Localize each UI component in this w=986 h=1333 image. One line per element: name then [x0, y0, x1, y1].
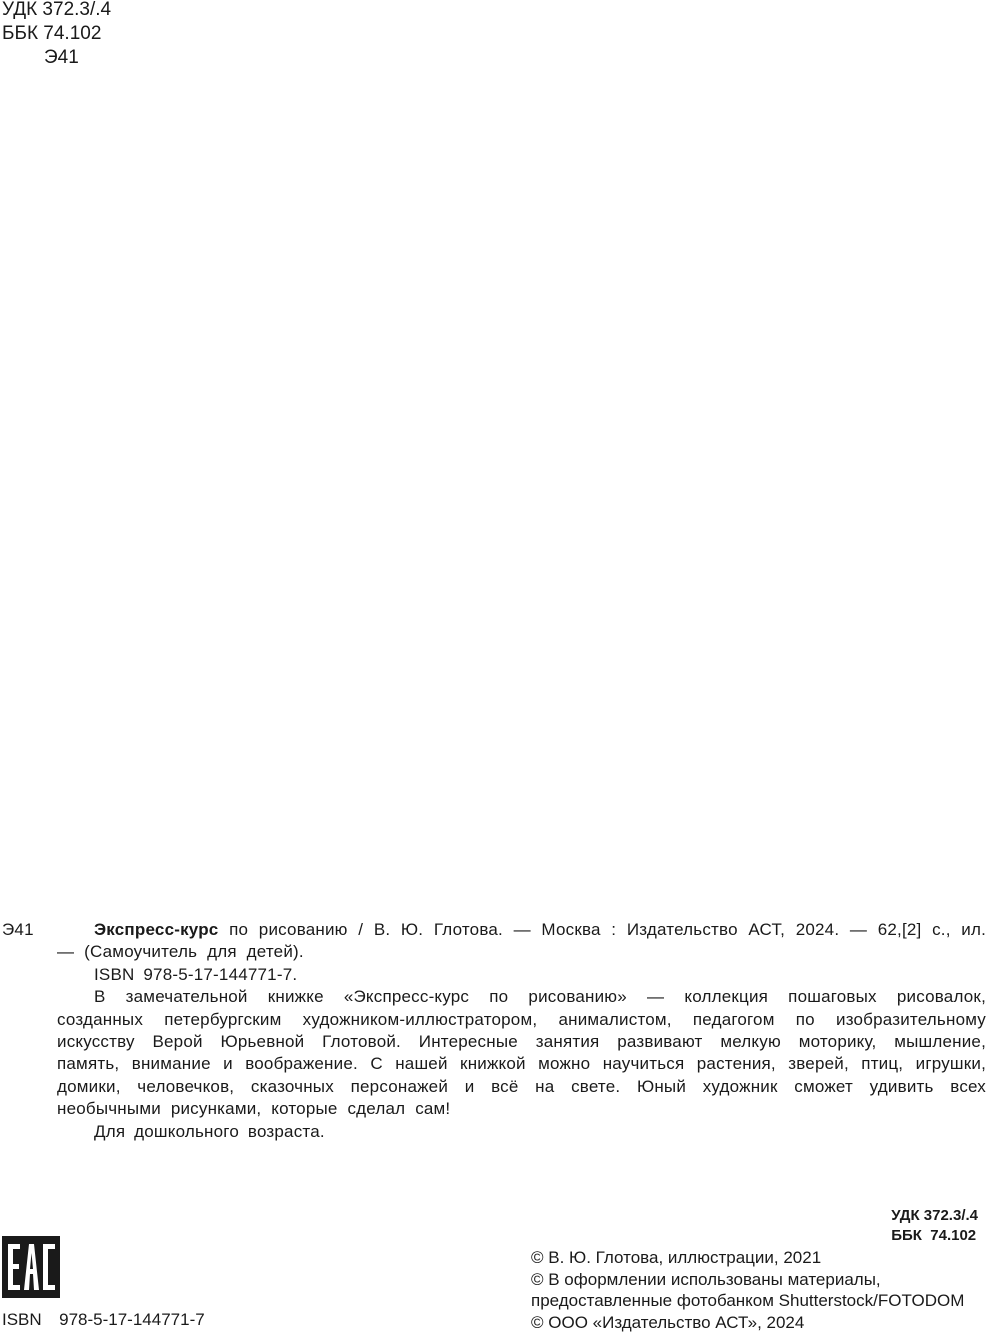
right-classification-codes — [891, 1206, 978, 1246]
bottom-isbn: ISBN 978-5-17-144771-7 — [2, 1309, 205, 1331]
eac-mark-icon — [2, 1236, 60, 1298]
record-audience: Для дошкольного возраста. — [57, 1121, 986, 1143]
author-mark: Э41 — [2, 46, 111, 70]
record-title-paragraph — [57, 919, 986, 964]
copyright-block — [531, 1247, 964, 1333]
right-udk-code: УДК 372.3/.4 — [891, 1206, 978, 1226]
udk-code: УДК 372.3/.4 — [2, 0, 111, 22]
bbk-code: ББК 74.102 — [2, 22, 111, 46]
record-title-bold: Экспресс-курс — [94, 920, 218, 939]
right-bbk-code: ББК 74.102 — [891, 1226, 978, 1246]
record-body — [57, 919, 986, 1143]
copyright-line-1: © В. Ю. Глотова, иллюстрации, 2021 — [531, 1247, 964, 1269]
record-author-mark: Э41 — [2, 919, 34, 941]
record-isbn: ISBN 978-5-17-144771-7. — [57, 964, 986, 986]
record-annotation: В замечательной книжке «Экспресс-курс по рисованию» — коллекция пошаговых рисовалок, созданных петербургским художником-иллюстратором, анималистом, педагогом по изобразительному искусству Верой Юрьевной Глотовой. Интересные занятия развивают мелкую моторику, мышление, память, внимание и воображение. С нашей книжкой можно научиться растения, зверей, птиц, игрушки, домики, человечков, сказочных персонажей и всё на свете. Юный художник сможет удивить всех необычными рисунками, которые сделал сам! — [57, 986, 986, 1120]
top-classification-codes — [2, 0, 111, 70]
copyright-line-3: предоставленные фотобанком Shutterstock/FOTODOM — [531, 1290, 964, 1312]
copyright-line-4: © ООО «Издательство АСТ», 2024 — [531, 1312, 964, 1333]
record-title-rest: по рисованию / В. Ю. Глотова. — Москва : Издательство АСТ, 2024. — 62,[2] с., ил. — (Самоучитель для детей). — [57, 920, 986, 961]
copyright-line-2: © В оформлении использованы материалы, — [531, 1269, 964, 1291]
